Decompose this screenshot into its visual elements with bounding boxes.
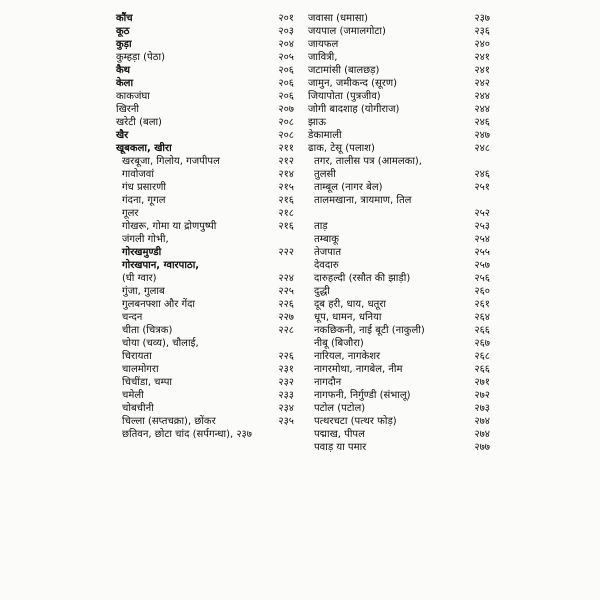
index-term: जोगी बादशाह (योगीराज): [308, 104, 400, 115]
index-page-number: २७३: [474, 403, 490, 414]
index-page-number: २०७: [278, 104, 294, 115]
index-entry: [116, 259, 294, 272]
index-entry: [308, 103, 490, 116]
index-term: खूबकला, खीरा: [116, 143, 172, 154]
index-term: काकजंघा: [116, 91, 150, 102]
index-term: कैथ: [116, 65, 131, 76]
index-term: गंदना, गूगल: [122, 195, 166, 206]
index-term: नागदौन: [314, 377, 342, 388]
index-term: पत्थरचटा (पत्थर फोड़): [314, 416, 397, 427]
index-entry: [308, 376, 490, 389]
index-entry: [308, 389, 490, 402]
index-entry: [116, 77, 294, 90]
index-term: कौंच: [116, 13, 133, 24]
index-entry: [116, 168, 294, 181]
index-page-number: २६१: [474, 299, 490, 310]
index-entry: [308, 441, 490, 454]
index-entry: [116, 246, 294, 259]
index-entry: [116, 181, 294, 194]
index-page-number: २७४: [474, 416, 490, 427]
index-entry: [116, 415, 294, 428]
index-page-number: २६६: [474, 364, 490, 375]
index-page-number: २१४: [278, 169, 294, 180]
index-term: नकछिकनी, नाई बूटी (नाकुली): [314, 325, 425, 336]
index-entry: [308, 402, 490, 415]
index-entry: [308, 428, 490, 441]
index-entry: [308, 415, 490, 428]
index-entry: [308, 116, 490, 129]
index-page-number: २४८: [474, 143, 490, 154]
index-term: गुलबनफ्शा और गेंदा: [122, 299, 195, 310]
index-page-number: २०८: [278, 130, 294, 141]
index-term: चीता (चित्रक): [122, 325, 173, 336]
index-page-number: २४७: [474, 130, 490, 141]
index-entry: [116, 337, 294, 350]
index-term: चिरायता: [122, 351, 152, 362]
index-term: केला: [116, 78, 134, 89]
index-term: तुलसी: [314, 169, 336, 180]
index-entry: [308, 51, 490, 64]
index-page-number: २११: [278, 143, 294, 154]
index-entry: [116, 298, 294, 311]
index-term: दारुहल्दी (रसौत की झाड़ी): [314, 273, 411, 284]
index-page-number: २३४: [278, 403, 294, 414]
index-term: पवाड़ या पमार: [314, 442, 367, 453]
index-page-number: २२८: [278, 325, 294, 336]
index-page-number: २५६: [474, 273, 490, 284]
index-entry: [308, 194, 490, 220]
index-term: नागफनी, निर्गुण्डी (संभालू): [314, 390, 411, 401]
index-entry: [308, 220, 490, 233]
index-term: पटोल (पटोल): [314, 403, 366, 414]
index-term: तगर, तालीस पत्र (आमलका),: [314, 156, 422, 167]
index-page-number: २४४: [474, 91, 490, 102]
index-term: कूठ: [116, 26, 130, 37]
index-page-number: २४०: [474, 39, 490, 50]
index-entry: [116, 389, 294, 402]
index-page-number: २३५: [278, 416, 294, 427]
index-term: गोरखपान, ग्वारपाठा,: [122, 260, 200, 271]
index-entry: [308, 64, 490, 77]
index-page-number: २३३: [278, 390, 294, 401]
index-page-number: २०५: [278, 52, 294, 63]
index-page-number: २४२: [474, 78, 490, 89]
index-page-number: २५७: [474, 260, 490, 271]
index-term: ढाक, टेसू (पलाश): [308, 143, 375, 154]
index-page-number: २४६: [474, 169, 490, 180]
index-page-number: २०६: [278, 91, 294, 102]
index-entry: [116, 207, 294, 220]
index-page-number: २७७: [474, 442, 490, 453]
index-page-number: २५४: [474, 234, 490, 245]
index-entry: [116, 194, 294, 207]
index-page-number: २२६: [278, 351, 294, 362]
index-entry: [308, 168, 490, 181]
index-term: जंगली गोभी,: [122, 234, 169, 245]
index-entry: [308, 233, 490, 246]
index-term: नारियल, नागकेशर: [314, 351, 381, 362]
index-term: जियापोता (पुत्रजीव): [308, 91, 381, 102]
index-term: जामुन, जमीकन्द (सूरण): [308, 78, 398, 89]
index-page-number: २६४: [474, 312, 490, 323]
index-term: तम्बाकू: [314, 234, 339, 245]
index-term: जयपाल (जमालगोटा): [308, 26, 386, 37]
index-entry: [308, 246, 490, 259]
index-term: देवदारु: [314, 260, 339, 271]
index-term: छतिवन, छोटा चांद (सर्पगन्धा), २३७: [122, 429, 252, 440]
index-term: कुड़ा: [116, 39, 132, 50]
index-page-number: २५५: [474, 247, 490, 258]
index-page-number: २३१: [278, 364, 294, 375]
index-entry: [116, 376, 294, 389]
index-entry: [116, 428, 294, 441]
index-term: कुम्हड़ा (पेठा): [116, 52, 166, 63]
index-page-number: २६६: [474, 325, 490, 336]
index-entry: [116, 116, 294, 129]
index-page-number: २२४: [278, 273, 294, 284]
index-column-right: [308, 12, 490, 454]
index-page-number: २५२: [474, 208, 490, 219]
index-term: ताम्बूल (नागर बेल): [314, 182, 383, 193]
index-page-number: २१५: [278, 182, 294, 193]
index-term: ताड़: [314, 221, 328, 232]
index-term: नीबू (बिजौरा): [314, 338, 364, 349]
index-entry: [116, 285, 294, 298]
index-entry: [116, 402, 294, 415]
index-term: गोरखमुण्डी: [122, 247, 162, 258]
index-page-number: २७१: [474, 377, 490, 388]
index-entry: [308, 12, 490, 25]
index-entry: [308, 129, 490, 142]
index-term: चन्दन: [122, 312, 143, 323]
index-entry: [116, 129, 294, 142]
index-entry: [308, 25, 490, 38]
index-page-number: २३७: [474, 13, 490, 24]
index-entry: [308, 350, 490, 363]
index-page-number: २३६: [474, 26, 490, 37]
index-entry: [116, 51, 294, 64]
index-term: धूप, धामन, धनिया: [314, 312, 382, 323]
index-entry: [116, 350, 294, 363]
index-term: नागरमोथा, नागबेल, नीम: [314, 364, 403, 375]
index-page-number: २३२: [278, 377, 294, 388]
index-page-number: २१६: [278, 221, 294, 232]
index-page-number: २१२: [278, 156, 294, 167]
index-entry: [308, 38, 490, 51]
index-entry: [116, 220, 294, 233]
index-page-number: २७४: [474, 429, 490, 440]
index-term: (घी ग्वार): [122, 273, 157, 284]
index-term: चोया (चव्य), चौलाई,: [122, 338, 199, 349]
index-page-number: २५१: [474, 182, 490, 193]
index-entry: [116, 38, 294, 51]
index-entry: [116, 363, 294, 376]
index-term: जटामांसी (बालछड़): [308, 65, 380, 76]
index-term: गावोजवां: [122, 169, 154, 180]
index-entry: [308, 285, 490, 298]
index-term: चिचींडा, चम्पा: [122, 377, 172, 388]
index-page-number: २१८: [278, 208, 294, 219]
index-entry: [308, 272, 490, 285]
index-entry: [308, 155, 490, 168]
index-term: दूब हरी, धाय, धतूरा: [314, 299, 386, 310]
index-term: तालमखाना, त्रायमाण, तिल: [314, 195, 412, 206]
index-page-number: २१६: [278, 195, 294, 206]
index-page-number: २२६: [278, 299, 294, 310]
index-term: चोबचीनी: [122, 403, 154, 414]
index-entry: [116, 142, 294, 155]
index-term: खरेटी (बला): [116, 117, 162, 128]
index-term: झाऊ: [308, 117, 326, 128]
index-term: खरबूजा, गिलोय, गजपीपल: [122, 156, 220, 167]
index-entry: [116, 103, 294, 116]
index-entry: [116, 64, 294, 77]
index-page-number: २४६: [474, 117, 490, 128]
index-page-number: २०६: [278, 65, 294, 76]
index-entry: [308, 77, 490, 90]
index-entry: [116, 233, 294, 246]
index-page-number: २५३: [474, 221, 490, 232]
index-entry: [116, 155, 294, 168]
index-page-number: २०८: [278, 117, 294, 128]
index-entry: [308, 324, 490, 337]
index-page-number: २६०: [474, 286, 490, 297]
index-entry: [308, 337, 490, 350]
index-entry: [308, 311, 490, 324]
index-entry: [308, 259, 490, 272]
index-page-number: २०४: [278, 39, 294, 50]
index-term: गुंजा, गुलाब: [122, 286, 165, 297]
index-term: खैर: [116, 130, 129, 141]
index-entry: [116, 324, 294, 337]
index-page-number: २२५: [278, 286, 294, 297]
index-page-number: २०६: [278, 78, 294, 89]
index-term: खिरनी: [116, 104, 139, 115]
index-term: जवासा (धमासा): [308, 13, 368, 24]
index-entry: [308, 298, 490, 311]
index-entry: [308, 181, 490, 194]
index-page-number: २०१: [278, 13, 294, 24]
index-entry: [308, 363, 490, 376]
index-entry: [308, 90, 490, 103]
index-term: गंध प्रसारणी: [122, 182, 166, 193]
index-term: चमेली: [122, 390, 144, 401]
index-entry: [116, 25, 294, 38]
index-term: गोखरू, गोमा या द्रोणपुष्पी: [122, 221, 217, 232]
index-term: जावित्री,: [308, 52, 338, 63]
index-page-number: २४१: [474, 65, 490, 76]
index-page-number: २७२: [474, 390, 490, 401]
index-term: दुद्धी: [314, 286, 330, 297]
index-term: चिल्ला (सप्तचक्रा), छोंकर: [122, 416, 216, 427]
index-page-number: २२७: [278, 312, 294, 323]
index-entry: [116, 311, 294, 324]
index-entry: [116, 12, 294, 25]
index-term: पद्माख, पीपल: [314, 429, 365, 440]
index-column-left: [116, 12, 294, 441]
index-entry: [116, 272, 294, 285]
index-term: तेजपात: [314, 247, 342, 258]
index-page-number: २४४: [474, 104, 490, 115]
index-page-number: २६७: [474, 338, 490, 349]
index-entry: [308, 142, 490, 155]
index-entry: [116, 90, 294, 103]
index-term: डेकामाली: [308, 130, 342, 141]
index-term: जायफल: [308, 39, 339, 50]
index-term: गूलर: [122, 208, 139, 219]
index-page-number: २०३: [278, 26, 294, 37]
index-page-number: २२२: [278, 247, 294, 258]
index-term: चालमोगरा: [122, 364, 159, 375]
index-page-number: २४१: [474, 52, 490, 63]
index-page-number: २६८: [474, 351, 490, 362]
